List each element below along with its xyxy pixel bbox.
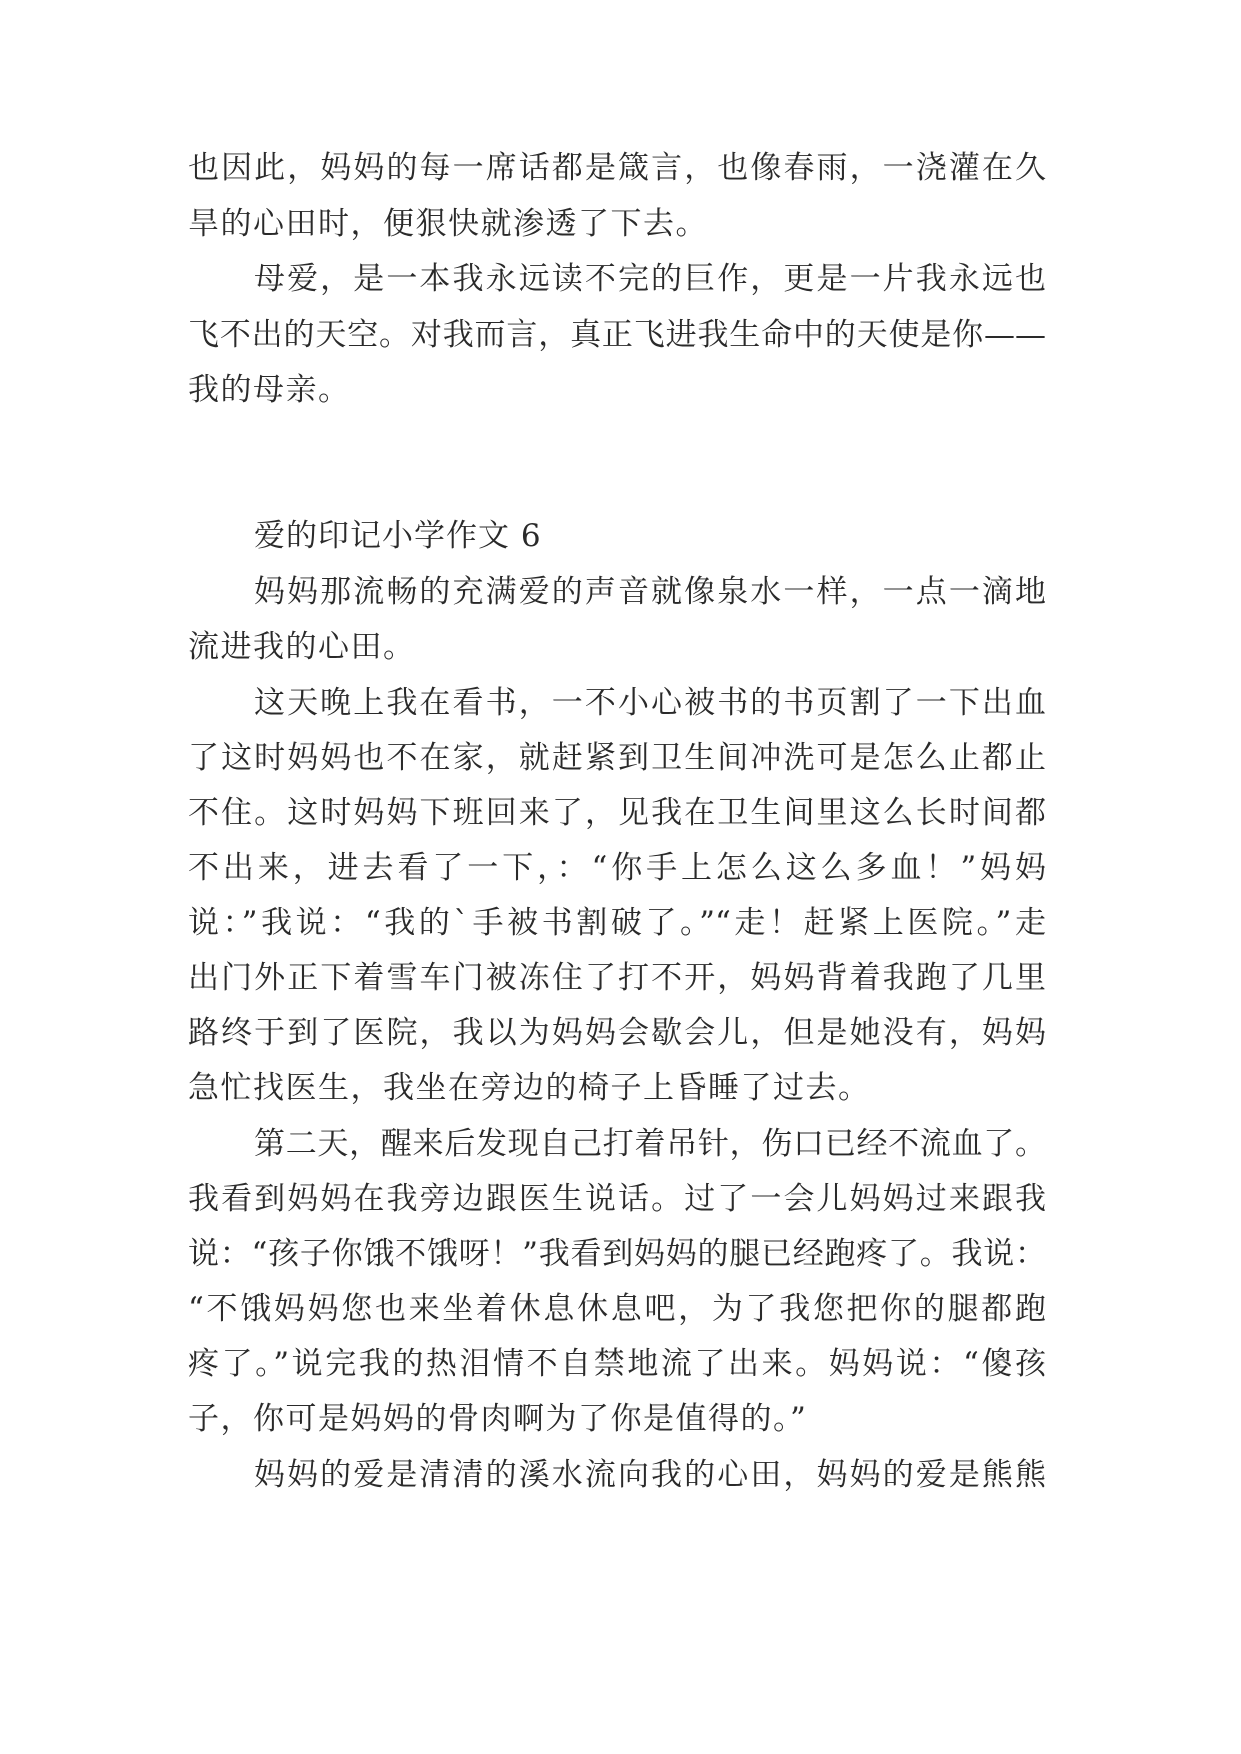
paragraph-line: 出门外正下着雪车门被冻住了打不开，妈妈背着我跑了几里 [188, 960, 1046, 996]
paragraph-line: 妈妈的爱是清清的溪水流向我的心田，妈妈的爱是熊熊 [254, 1457, 1046, 1493]
section-title: 爱的印记小学作文 6 [254, 518, 542, 554]
paragraph-line: 第二天，醒来后发现自己打着吊针，伤口已经不流血了。 [254, 1126, 1046, 1162]
paragraph-line: 路终于到了医院，我以为妈妈会歇会儿，但是她没有，妈妈 [188, 1015, 1046, 1051]
paragraph-line: 不出来，进去看了一下，：“你手上怎么这么多血！”妈妈 [188, 850, 1046, 886]
paragraph-line: 急忙找医生，我坐在旁边的椅子上昏睡了过去。 [188, 1070, 871, 1106]
paragraph-line: 子，你可是妈妈的骨肉啊为了你是值得的。” [188, 1401, 808, 1437]
paragraph-line: 了这时妈妈也不在家，就赶紧到卫生间冲洗可是怎么止都止 [188, 740, 1046, 776]
paragraph-line: 母爱，是一本我永远读不完的巨作，更是一片我永远也 [254, 261, 1046, 297]
paragraph-line: 说：“孩子你饿不饿呀！”我看到妈妈的腿已经跑疼了。我说： [188, 1236, 1046, 1272]
paragraph-line: 疼了。”说完我的热泪情不自禁地流了出来。妈妈说：“傻孩 [188, 1346, 1046, 1382]
paragraph-line: 也因此，妈妈的每一席话都是箴言，也像春雨，一浇灌在久 [188, 150, 1046, 186]
paragraph-line: 这天晚上我在看书，一不小心被书的书页割了一下出血 [254, 685, 1046, 721]
paragraph-line: 不住。这时妈妈下班回来了，见我在卫生间里这么长时间都 [188, 795, 1046, 831]
paragraph-line: 飞不出的天空。对我而言，真正飞进我生命中的天使是你—— [188, 317, 1046, 353]
paragraph-line: 妈妈那流畅的充满爱的声音就像泉水一样，一点一滴地 [254, 574, 1046, 610]
paragraph-line: 我看到妈妈在我旁边跟医生说话。过了一会儿妈妈过来跟我 [188, 1181, 1046, 1217]
paragraph-line: 我的母亲。 [188, 372, 351, 408]
paragraph-line: 说：”我说：“我的`手被书割破了。”“走！赶紧上医院。”走 [188, 905, 1046, 941]
paragraph-line: “不饿妈妈您也来坐着休息休息吧，为了我您把你的腿都跑 [188, 1291, 1046, 1327]
paragraph-line: 旱的心田时，便狠快就渗透了下去。 [188, 206, 708, 242]
paragraph-line: 流进我的心田。 [188, 629, 416, 665]
